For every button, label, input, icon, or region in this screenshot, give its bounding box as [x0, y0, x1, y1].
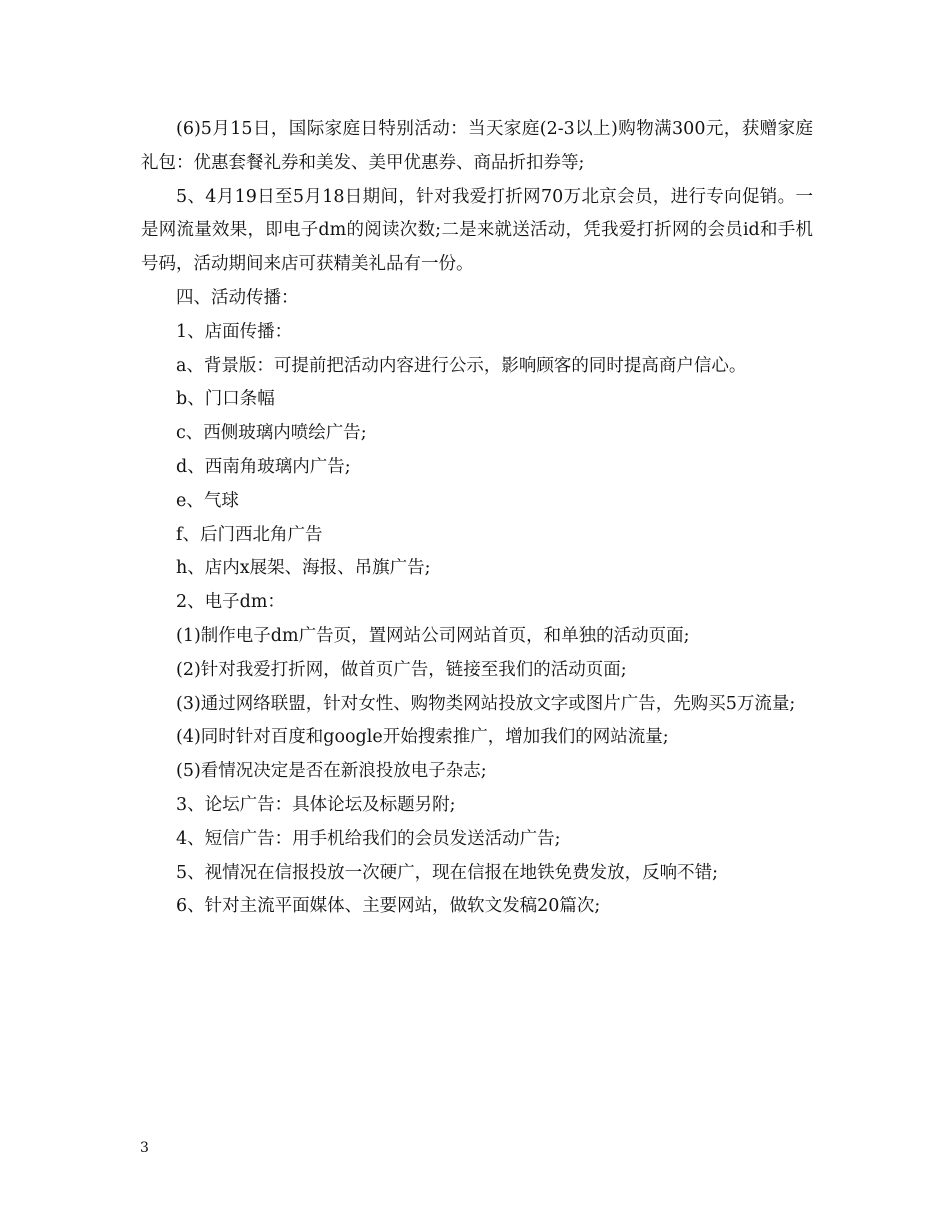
list-item-backdrop: a、背景版：可提前把活动内容进行公示，影响顾客的同时提高商户信心。 — [176, 355, 747, 376]
list-item-newspaper-ad: 5、视情况在信报投放一次硬广，现在信报在地铁免费发放，反响不错; — [176, 862, 719, 883]
list-item-west-glass-ad: c、西侧玻璃内喷绘广告; — [176, 423, 367, 444]
heading-electronic-dm: 2、电子dm： — [176, 592, 285, 613]
list-item-dm-page: (1)制作电子dm广告页，置网站公司网站首页，和单独的活动页面; — [176, 625, 690, 646]
list-item-door-banner: b、门口条幅 — [176, 389, 275, 410]
list-item-southwest-glass-ad: d、西南角玻璃内广告; — [176, 456, 351, 477]
list-item-instore-displays: h、店内x展架、海报、吊旗广告; — [176, 558, 431, 579]
list-item-forum-ads: 3、论坛广告：具体论坛及标题另附; — [176, 794, 456, 815]
list-item-search-promotion: (4)同时针对百度和google开始搜索推广，增加我们的网站流量; — [176, 727, 669, 748]
page-number: 3 — [140, 1140, 149, 1156]
list-item-soft-articles: 6、针对主流平面媒体、主要网站，做软文发稿20篇次; — [176, 896, 601, 917]
list-item-balloons: e、气球 — [176, 490, 239, 511]
document-body — [141, 113, 813, 924]
list-item-sms-ads: 4、短信广告：用手机给我们的会员发送活动广告; — [176, 828, 561, 849]
list-item-back-door-ad: f、后门西北角广告 — [176, 524, 323, 545]
paragraph-family-day-event: (6)5月15日，国际家庭日特别活动：当天家庭(2-3以上)购物满300元，获赠家庭礼包：优惠套餐礼券和美发、美甲优惠券、商品折扣券等; — [141, 119, 813, 173]
list-item-homepage-ad: (2)针对我爱打折网，做首页广告，链接至我们的活动页面; — [176, 659, 627, 680]
heading-activity-promotion: 四、活动传播： — [176, 287, 299, 308]
list-item-e-magazine: (5)看情况决定是否在新浪投放电子杂志; — [176, 761, 487, 782]
heading-store-promotion: 1、店面传播： — [176, 321, 293, 342]
list-item-network-alliance: (3)通过网络联盟，针对女性、购物类网站投放文字或图片广告，先购买5万流量; — [176, 693, 796, 714]
paragraph-member-promotion: 5、4月19日至5月18日期间，针对我爱打折网70万北京会员，进行专向促销。一是网流量效果，即电子dm的阅读次数;二是来就送活动，凭我爱打折网的会员id和手机号码，活动期间来店可获精美礼品有一份。 — [141, 186, 813, 275]
